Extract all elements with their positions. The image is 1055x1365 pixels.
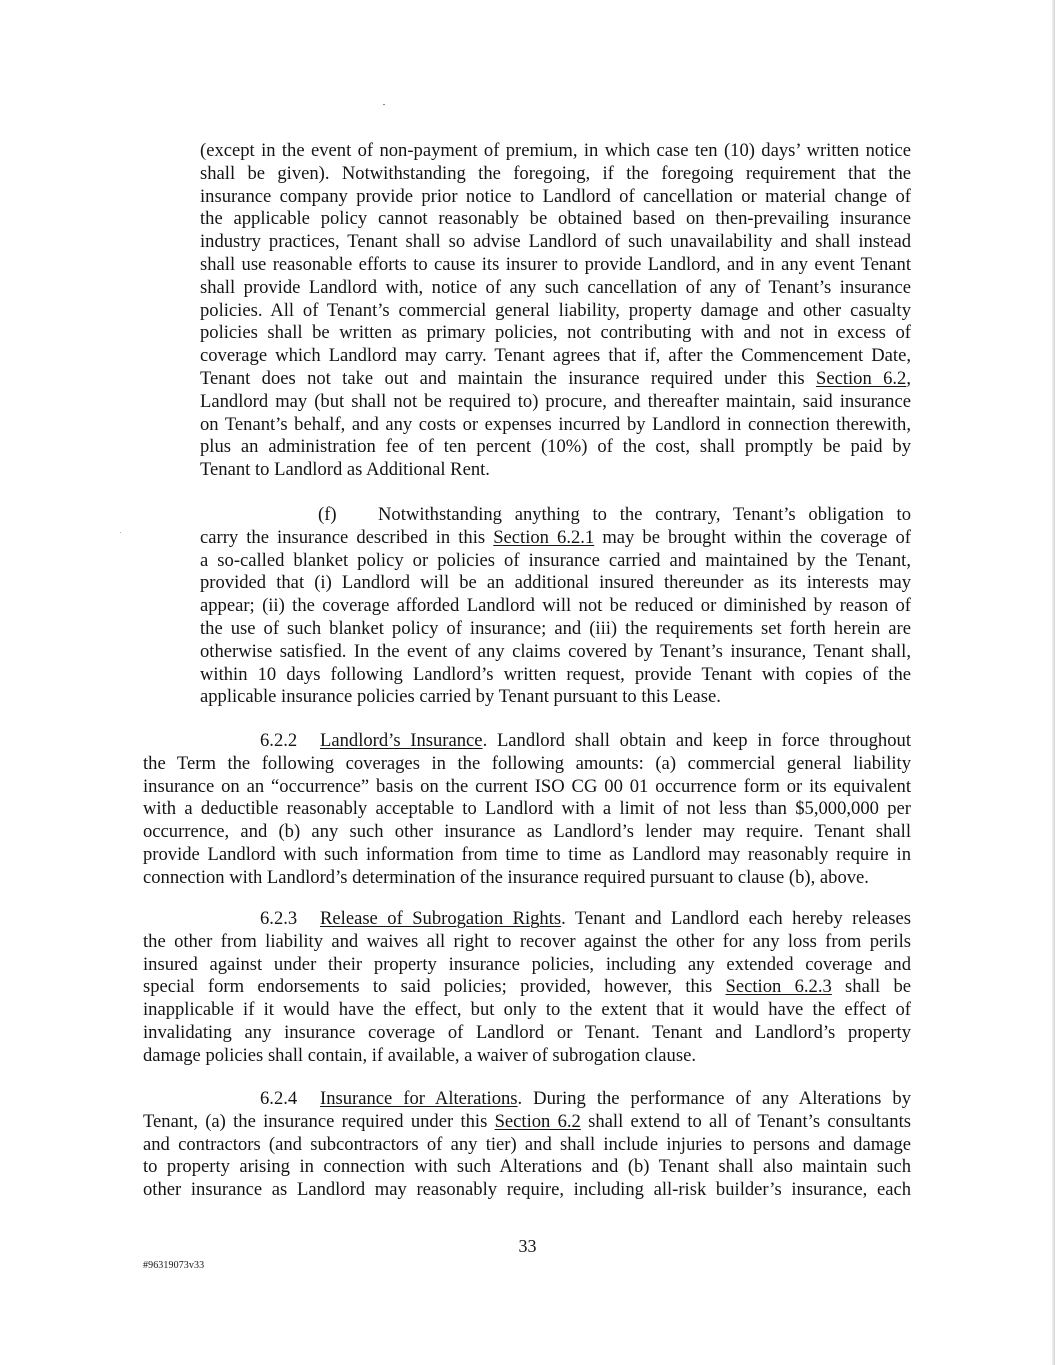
text-line: insurance on an “occurrence” basis on the current ISO CG 00 01 occurrence form or its equivalent: [143, 775, 911, 797]
text-line: within 10 days following Landlord’s written request, provide Tenant with copies of the: [200, 663, 911, 685]
page-number: 33: [518, 1236, 537, 1256]
text-line: the applicable policy cannot reasonably be obtained based on then-prevailing insurance: [200, 208, 911, 230]
text-line: and contractors (and subcontractors of any tier) and shall include injuries to persons and damage: [143, 1133, 911, 1155]
text-line: 6.2.2 Landlord’s Insurance. Landlord shall obtain and keep in force throughout: [260, 730, 911, 751]
section-reference-link[interactable]: Section 6.2: [494, 1110, 581, 1132]
scan-speck: [383, 104, 385, 105]
text-line: industry practices, Tenant shall so advise Landlord of such unavailability and shall instead: [200, 231, 911, 253]
text-line: Tenant, (a) the insurance required under this Section 6.2 shall extend to all of Tenant’s consultants: [143, 1110, 911, 1132]
text-line: (except in the event of non-payment of premium, in which case ten (10) days’ written notice: [200, 140, 911, 161]
text-line: Tenant to Landlord as Additional Rent.: [200, 459, 490, 481]
paragraph-continuation: [200, 140, 911, 482]
text-line: 6.2.3 Release of Subrogation Rights. Tenant and Landlord each hereby releases: [260, 908, 911, 929]
text-line: other insurance as Landlord may reasonably require, including all-risk builder’s insurance, each: [143, 1179, 911, 1201]
paragraph-f: [200, 504, 911, 709]
text-line: provide Landlord with such information from time to time as Landlord may reasonably require in: [143, 843, 911, 865]
text-line: the use of such blanket policy of insurance; and (iii) the requirements set forth herein are: [200, 617, 911, 639]
text-line: 6.2.4 Insurance for Alterations. During the performance of any Alterations by: [260, 1088, 911, 1109]
section-reference-link[interactable]: Section 6.2.1: [493, 526, 595, 548]
section-6-2-4: [143, 1088, 911, 1202]
text-line: insurance company provide prior notice to Landlord of cancellation or material change of: [200, 185, 911, 207]
text-line: appear; (ii) the coverage afforded Landlord will not be reduced or diminished by reason of: [200, 595, 911, 617]
section-reference-link[interactable]: Section 6.2.3: [725, 976, 832, 998]
section-heading: Insurance for Alterations: [320, 1088, 518, 1109]
text-line: provided that (i) Landlord will be an additional insured thereunder as its interests may: [200, 572, 911, 594]
paragraph-marker: (f): [318, 504, 337, 525]
text-line: the Term the following coverages in the following amounts: (a) commercial general liability: [143, 752, 911, 774]
text-line: connection with Landlord’s determination of the insurance required pursuant to clause (b), above.: [143, 866, 869, 888]
text-line: on Tenant’s behalf, and any costs or expenses incurred by Landlord in connection therewith,: [200, 413, 911, 435]
text-line: Landlord may (but shall not be required to) procure, and thereafter maintain, said insurance: [200, 390, 911, 412]
text-line: (f) Notwithstanding anything to the contrary, Tenant’s obligation to: [318, 504, 911, 525]
text-line: a so-called blanket policy or policies of insurance carried and maintained by the Tenant,: [200, 549, 911, 571]
text-line: with a deductible reasonably acceptable to Landlord with a limit of not less than $5,000,000 per: [143, 798, 911, 820]
text-line: policies. All of Tenant’s commercial general liability, property damage and other casualty: [200, 299, 911, 321]
scan-speck: [120, 532, 121, 533]
text-line: policies shall be written as primary policies, not contributing with and not in excess of: [200, 322, 911, 344]
text-line: plus an administration fee of ten percent (10%) of the cost, shall promptly be paid by: [200, 436, 911, 458]
document-id: #96319073v33: [143, 1260, 205, 1271]
text-line: the other from liability and waives all right to recover against the other for any loss from perils: [143, 930, 911, 952]
text-line: carry the insurance described in this Section 6.2.1 may be brought within the coverage of: [200, 526, 912, 548]
text-line: applicable insurance policies carried by Tenant pursuant to this Lease.: [200, 686, 721, 708]
section-number: 6.2.3: [260, 908, 298, 929]
text-line: invalidating any insurance coverage of Landlord or Tenant. Tenant and Landlord’s property: [143, 1021, 911, 1043]
section-number: 6.2.2: [260, 730, 298, 751]
text-line: to property arising in connection with such Alterations and (b) Tenant shall also maintain such: [143, 1156, 911, 1178]
section-heading: Release of Subrogation Rights: [320, 908, 562, 929]
text-line: otherwise satisfied. In the event of any claims covered by Tenant’s insurance, Tenant shall,: [200, 640, 911, 662]
text-line: coverage which Landlord may carry. Tenant agrees that if, after the Commencement Date,: [200, 345, 911, 367]
text-line: shall provide Landlord with, notice of any such cancellation of any of Tenant’s insurance: [200, 276, 911, 298]
text-line: Tenant does not take out and maintain the insurance required under this Section 6.2,: [200, 367, 911, 389]
text-line: inapplicable if it would have the effect, but only to the extent that it would have the effect of: [143, 999, 911, 1021]
section-reference-link[interactable]: Section 6.2: [815, 367, 907, 389]
section-heading: Landlord’s Insurance: [320, 730, 483, 751]
text-line: special form endorsements to said policies; provided, however, this Section 6.2.3 shall be: [143, 976, 912, 998]
text-line: shall use reasonable efforts to cause its insurer to provide Landlord, and in any event Tenant: [200, 253, 911, 275]
section-number: 6.2.4: [260, 1088, 298, 1109]
section-6-2-2: [143, 730, 911, 890]
section-6-2-3: [143, 908, 911, 1068]
text-line: insured against under their property insurance policies, including any extended coverage and: [143, 953, 911, 975]
text-line: occurrence, and (b) any such other insurance as Landlord’s lender may require. Tenant shall: [143, 821, 911, 843]
text-line: damage policies shall contain, if available, a waiver of subrogation clause.: [143, 1044, 696, 1066]
text-line: shall be given). Notwithstanding the foregoing, if the foregoing requirement that the: [200, 162, 911, 184]
